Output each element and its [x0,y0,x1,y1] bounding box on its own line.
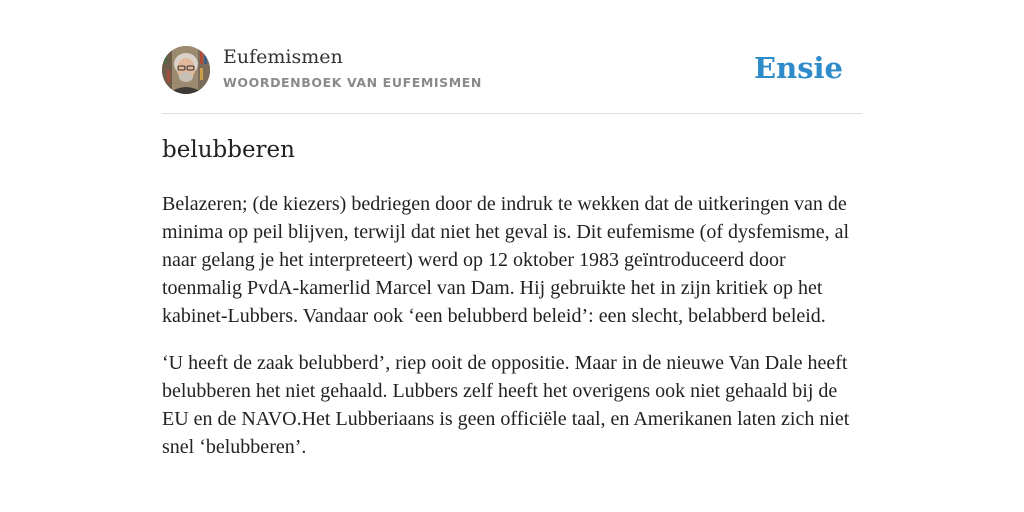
dictionary-subtitle[interactable]: WOORDENBOEK VAN EUFEMISMEN [223,75,482,90]
definition-paragraph: ‘U heeft de zaak belubberd’, riep ooit de oppositie. Maar in de nieuwe Van Dale heeft belubberen het niet gehaald. Lubbers zelf heeft het overigens ook niet gehaald bij de EU en de NAVO.Het Lubberiaans is geen officiële taal, en Amerikanen laten zich niet snel ‘belubberen’. [162,352,850,458]
header [162,46,862,96]
definition-paragraph: Belazeren; (de kiezers) bedriegen door de indruk te wekken dat de uitkeringen van de minima op peil blijven, terwijl dat niet het geval is. Dit eufemisme (of dysfemisme, al naar gelang je het interpreteert) werd op 12 oktober 1983 geïntroduceerd door toenmalig PvdA-kamerlid Marcel van Dam. Hij gebruikte het in zijn kritiek op het kabinet-Lubbers. Vandaar ook ‘een belubberd beleid’: een slecht, belabberd beleid. [162,193,850,327]
author-portrait-icon [162,46,210,94]
entry-definition [162,190,864,480]
entry-title: belubberen [162,137,295,163]
author-name[interactable]: Eufemismen [223,46,343,68]
ensie-logo-link[interactable]: Ensie [754,51,843,85]
avatar[interactable] [162,46,210,94]
divider [162,113,862,114]
